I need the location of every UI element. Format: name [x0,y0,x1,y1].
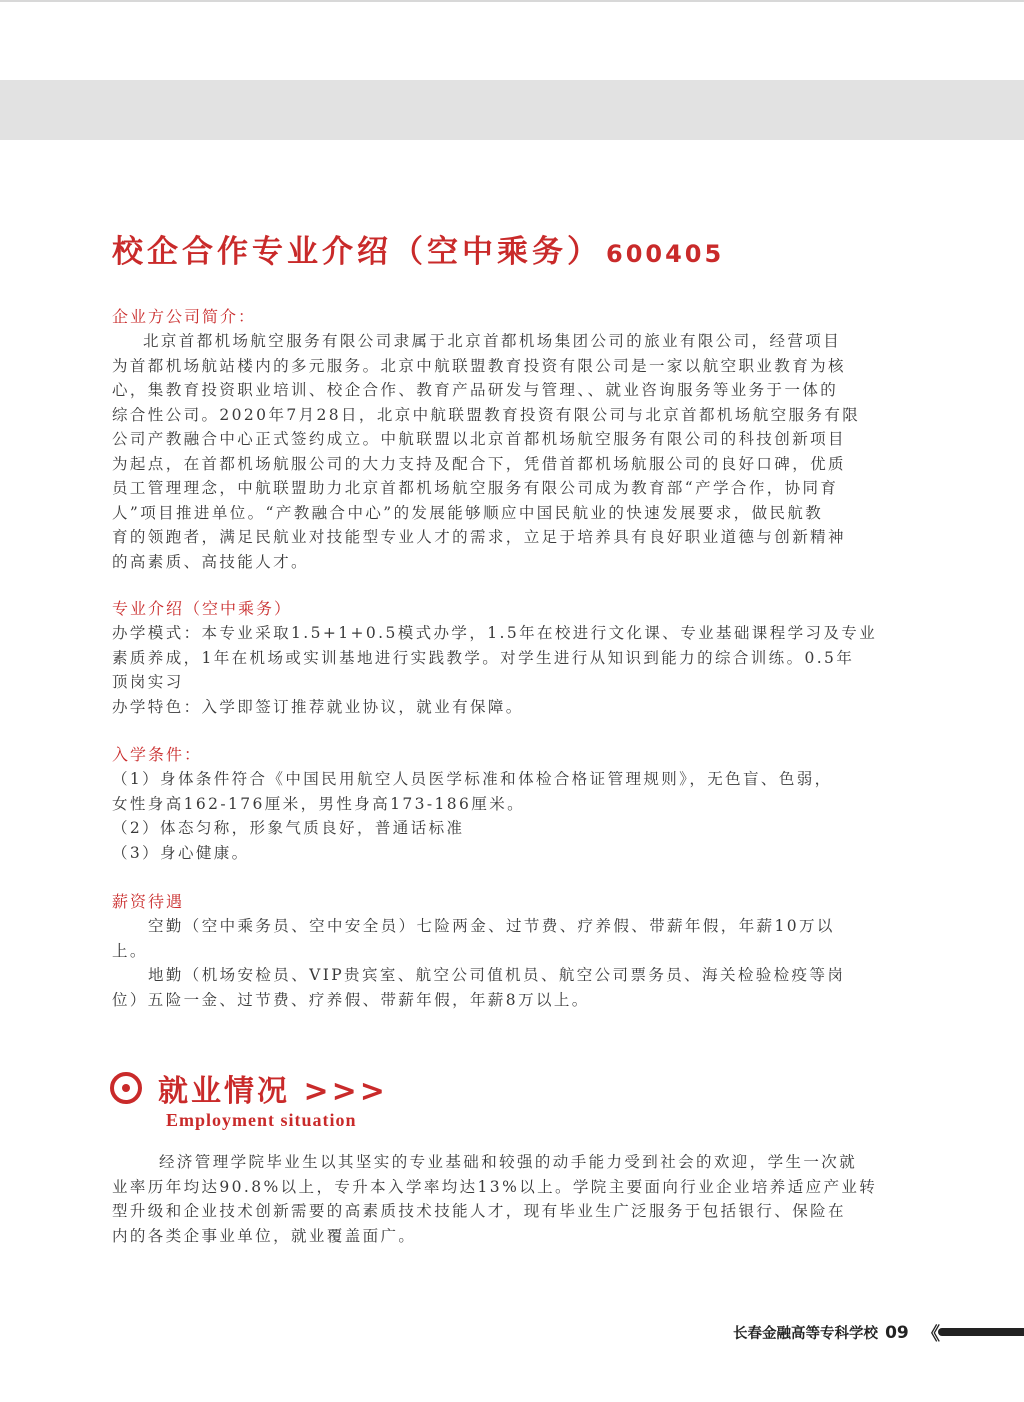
company-line-3: 心，集教育投资职业培训、校企合作、教育产品研发与管理、、就业咨询服务等业务于一体的 [112,381,839,399]
employment-section [112,1150,927,1248]
salary-heading: 薪资待遇 [112,892,185,911]
company-line-7: 员工管理理念，中航联盟助力北京首都机场航空服务有限公司成为教育部“产学合作，协同育 [112,479,839,497]
major-code: 600405 [606,240,725,268]
major-section [112,597,927,719]
company-line-2: 为首都机场航站楼内的多元服务。北京中航联盟教育投资有限公司是一家以航空职业教育为核 [112,356,846,375]
admission-line-2: 女性身高162-176厘米，男性身高173-186厘米。 [112,794,526,813]
company-section [112,305,927,574]
top-rule [0,0,1024,2]
employment-line-1: 经济管理学院毕业生以其坚实的专业基础和较强的动手能力受到社会的欢迎，学生一次就 [159,1153,858,1171]
major-heading: 专业介绍（空中乘务） [112,599,293,618]
salary-line-4: 位）五险一金、过节费、疗养假、带薪年假，年薪8万以上。 [112,990,590,1009]
admission-line-4: （3）身心健康。 [112,843,250,862]
header-band [0,80,1024,140]
company-heading: 企业方公司简介： [112,307,257,326]
target-bullet-icon [110,1072,142,1104]
major-line-2: 素质养成，1年在机场或实训基地进行实践教学。对学生进行从知识到能力的综合训练。0.5年 [112,648,855,667]
footer-bar [938,1328,1024,1336]
company-line-5: 公司产教融合中心正式签约成立。中航联盟以北京首都机场航空服务有限公司的科技创新项目 [112,430,846,448]
chevrons-icon: >>> [303,1074,388,1109]
company-line-1: 北京首都机场航空服务有限公司隶属于北京首都机场集团公司的旅业有限公司，经营项目 [143,332,842,350]
footer-school: 长春金融高等专科学校 [733,1326,878,1342]
major-line-4: 办学特色：入学即签订推荐就业协议，就业有保障。 [112,697,524,716]
employment-line-2: 业率历年均达90.8%以上，专升本入学率均达13%以上。学院主要面向行业企业培养适应产业转 [112,1177,878,1196]
admission-line-3: （2）体态匀称，形象气质良好，普通话标准 [112,819,465,837]
company-line-6: 为起点，在首都机场航服公司的大力支持及配合下，凭借首都机场航服公司的良好口碑，优质 [112,454,846,473]
admission-section [112,743,927,865]
company-line-8: 人”项目推进单位。“产教融合中心”的发展能够顺应中国民航业的快速发展要求，做民航教 [112,503,824,522]
employment-title: 就业情况 >>> [158,1074,388,1109]
admission-heading: 入学条件： [112,745,203,764]
employment-line-4: 内的各类企事业单位，就业覆盖面广。 [112,1226,417,1245]
major-line-1: 办学模式：本专业采取1.5+1+0.5模式办学，1.5年在校进行文化课、专业基础课程学习及专业 [112,624,878,642]
salary-line-2: 上。 [112,941,148,960]
page-title [112,226,912,271]
page-number: 09 [885,1323,909,1343]
major-line-3: 顶岗实习 [112,673,184,691]
salary-line-3: 地勤（机场安检员、VIP贵宾室、航空公司值机员、航空公司票务员、海关检验检疫等岗 [148,966,846,984]
page-title-text: 校企合作专业介绍（空中乘务） [112,234,602,270]
employment-subtitle: Employment situation [166,1110,357,1130]
salary-line-1: 空勤（空中乘务员、空中安全员）七险两金、过节费、疗养假、带薪年假，年薪10万以 [148,917,835,935]
company-line-10: 的高素质、高技能人才。 [112,552,309,571]
footer-arrows-icon: 《 [922,1324,937,1345]
company-line-4: 综合性公司。2020年7月28日，北京中航联盟教育投资有限公司与北京首都机场航空服务有限 [112,405,861,424]
footer [733,1322,909,1343]
employment-header [110,1066,610,1136]
employment-line-3: 型升级和企业技术创新需要的高素质技术技能人才，现有毕业生广泛服务于包括银行、保险在 [112,1202,846,1220]
company-line-9: 育的领跑者，满足民航业对技能型专业人才的需求，立足于培养具有良好职业道德与创新精神 [112,528,846,546]
admission-line-1: （1）身体条件符合《中国民用航空人员医学标准和体检合格证管理规则》，无色盲、色弱， [112,770,833,788]
salary-section [112,890,927,1012]
